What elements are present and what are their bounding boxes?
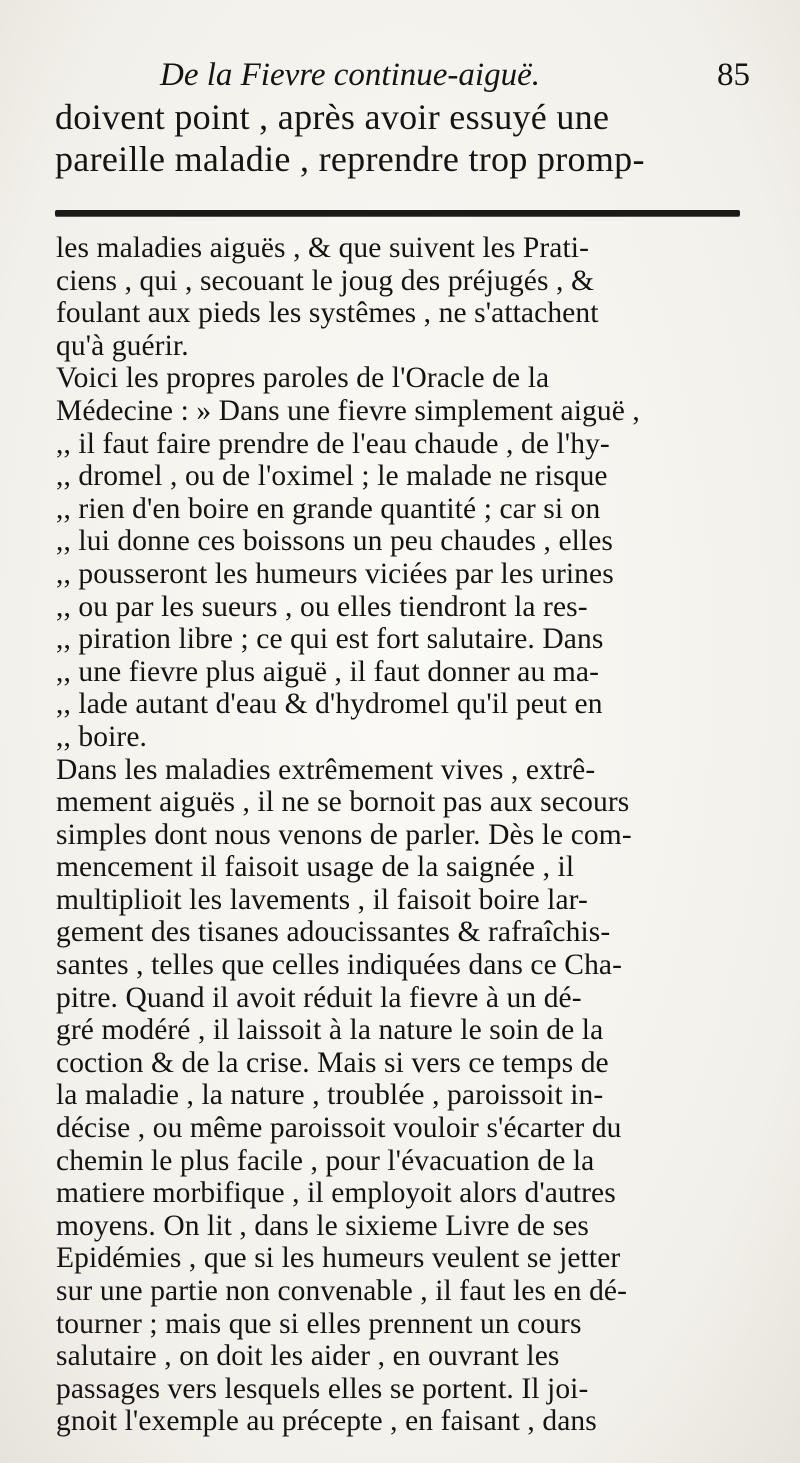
text-line: la maladie , la nature , troublée , paroissoit in-: [56, 1079, 604, 1112]
text-line: ,, ou par les sueurs , ou elles tiendront la res-: [56, 590, 588, 623]
text-line: ,, piration libre ; ce qui est fort salutaire. Dans: [56, 623, 604, 656]
text-line: décise , ou même paroissoit vouloir s'écarter du: [56, 1112, 622, 1145]
text-line: les maladies aiguës , & que suivent les Prati-: [56, 232, 590, 264]
text-line: gnoit l'exemple au précepte , en faisant , dans: [56, 1405, 597, 1438]
text-line: Voici les propres paroles de l'Oracle de la: [56, 362, 550, 395]
text-line: gré modéré , il laissoit à la nature le soin de la: [56, 1014, 604, 1047]
text-line: foulant aux pieds les systêmes , ne s'attachent: [56, 297, 599, 330]
top-text-block: [55, 96, 740, 180]
text-line: matiere morbifique , il employoit alors d'autres: [56, 1177, 616, 1210]
text-line: ,, une fievre plus aiguë , il faut donner au ma-: [56, 655, 599, 688]
text-line: Epidémies , que si les humeurs veulent se jetter: [56, 1242, 621, 1275]
text-line: gement des tisanes adoucissantes & rafraîchis-: [56, 916, 611, 949]
text-line: santes , telles que celles indiquées dans ce Cha-: [56, 949, 623, 982]
running-title: De la Fievre continue-aiguë.: [160, 57, 540, 93]
text-line: salutaire , on doit les aider , en ouvrant les: [56, 1340, 560, 1373]
text-line: ,, il faut faire prendre de l'eau chaude , de l'hy-: [56, 427, 610, 460]
text-line: mement aiguës , il ne se bornoit pas aux secours: [56, 786, 630, 819]
text-line: multiplioit les lavements , il faisoit boire lar-: [56, 883, 588, 916]
text-line: ,, lade autant d'eau & d'hydromel qu'il peut en: [56, 688, 603, 721]
text-line: doivent point , après avoir essuyé une: [55, 97, 610, 137]
text-line: ,, pousseront les humeurs viciées par les urines: [56, 557, 614, 590]
text-line: mencement il faisoit usage de la saignée , il: [56, 851, 575, 884]
horizontal-rule: [55, 210, 740, 216]
text-line: passages vers lesquels elles se portent. Il joi-: [56, 1372, 589, 1405]
page-number: 85: [717, 57, 750, 93]
text-line: ,, rien d'en boire en grande quantité ; car si on: [56, 492, 601, 525]
text-line: ,, boire.: [56, 720, 148, 753]
text-line: tourner ; mais que si elles prennent un cours: [56, 1307, 582, 1340]
text-line: ,, lui donne ces boissons un peu chaudes , elles: [56, 525, 614, 558]
body-text-block: [56, 232, 746, 1438]
text-line: pareille maladie , reprendre trop promp-: [55, 139, 645, 179]
text-line: Médecine : » Dans une fievre simplement aiguë ,: [56, 394, 640, 427]
text-line: simples dont nous venons de parler. Dès le com-: [56, 818, 632, 851]
text-line: Dans les maladies extrêmement vives , extrê-: [56, 753, 596, 786]
text-line: chemin le plus facile , pour l'évacuation de la: [56, 1144, 595, 1177]
text-line: coction & de la crise. Mais si vers ce temps de: [56, 1046, 609, 1079]
text-line: moyens. On lit , dans le sixieme Livre de ses: [56, 1209, 589, 1242]
text-line: qu'à guérir.: [56, 329, 189, 362]
text-line: pitre. Quand il avoit réduit la fievre à un dé-: [56, 981, 582, 1014]
text-line: sur une partie non convenable , il faut les en dé-: [56, 1275, 628, 1307]
text-line: ciens , qui , secouant le joug des préjugés , &: [56, 264, 595, 297]
text-line: ,, dromel , ou de l'oximel ; le malade ne risque: [56, 460, 608, 493]
